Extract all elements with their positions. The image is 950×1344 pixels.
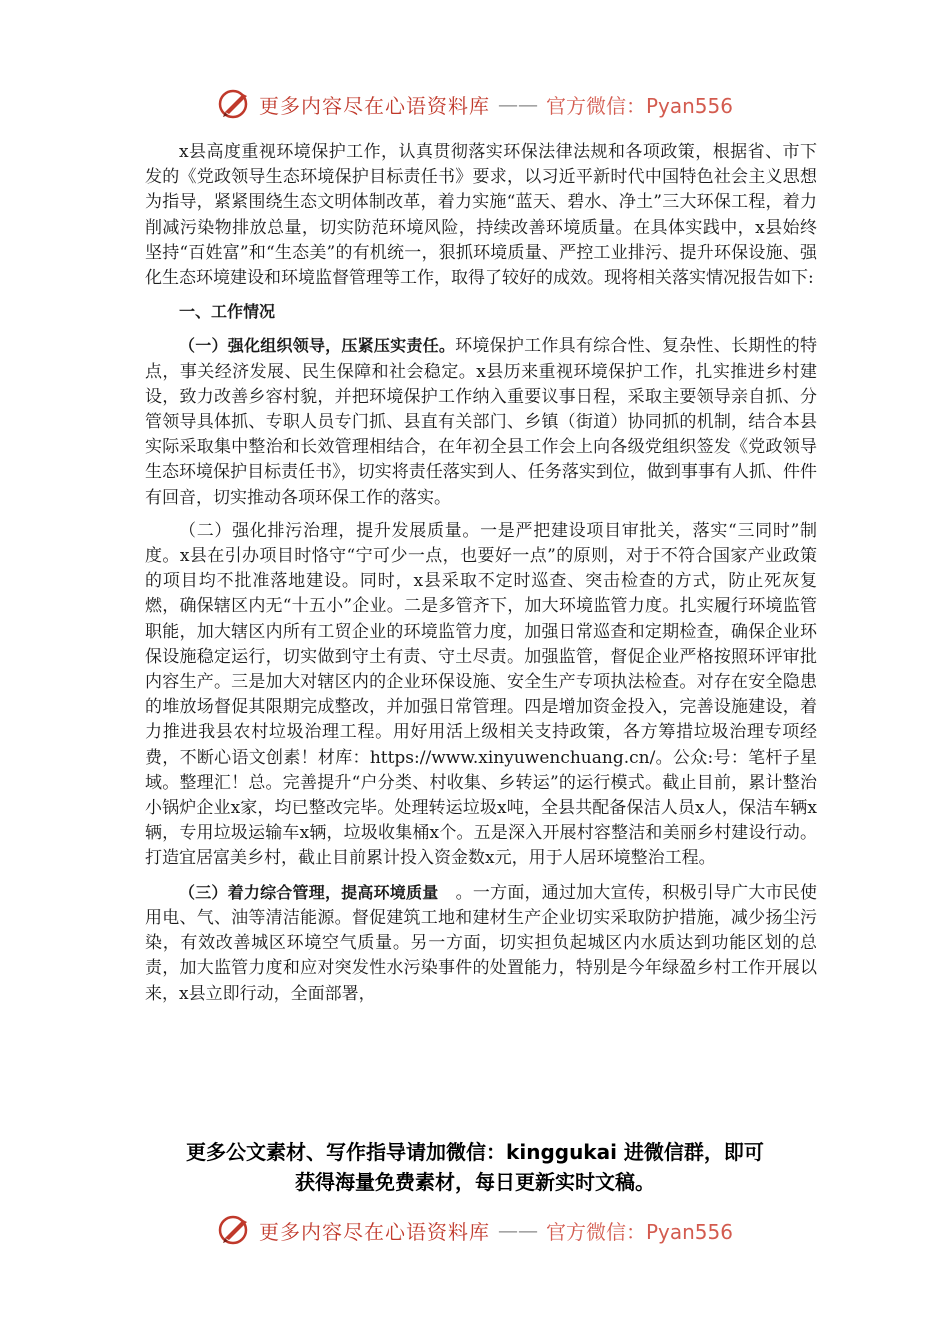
banner-separator: ——: [497, 92, 538, 116]
pen-logo-icon: [217, 1212, 253, 1248]
pen-logo-icon: [217, 86, 253, 122]
section-heading: [145, 299, 817, 325]
banner-site-text: 更多内容尽在心语资料库: [258, 1219, 490, 1244]
banner-site-text: 更多内容尽在心语资料库: [258, 93, 490, 118]
item1-paragraph: [145, 333, 817, 510]
banner-wechat-text: 官方微信：Pyan556: [545, 93, 733, 118]
section-heading-text: 一、工作情况: [179, 302, 276, 322]
item3-paragraph: [145, 880, 817, 1007]
item2-title: （二）强化排污治理，提升发展质量。: [179, 520, 481, 541]
promo-notice: [0, 1137, 950, 1197]
intro-paragraph: x县高度重视环境保护工作，认真贯彻落实环保法律法规和各项政策，根据省、市下发的《党政领导生态环境保护目标责任书》要求，以习近平新时代中国特色社会主义思想为指导，紧紧围绕生态文明体制改革，着力实施“蓝天、碧水、净土”三大环保工程，着力削减污染物排放总量，切实防范环境风险，持续改善环境质量。在具体实践中，x县始终坚持“百姓富”和“生态美”的有机统一，狠抓环境质量、严控工业排污、提升环保设施、强化生态环境建设和环境监督管理等工作，取得了较好的成效。现将相关落实情况报告如下:: [145, 142, 817, 289]
bottom-banner: [0, 1210, 950, 1250]
item3-body: 。一方面，通过加大宣传，积极引导广大市民使用电、气、油等清洁能源。督促建筑工地和建材生产企业切实采取防护措施，减少扬尘污染，有效改善城区环境空气质量。另一方面，切实担负起城区内水质达到功能区划的总责，加大监管力度和应对突发性水污染事件的处置能力，特别是今年绿盈乡村工作开展以来，x县立即行动，全面部署，: [145, 882, 817, 1004]
item3-title: （三）着力综合管理，提高环境质量: [179, 882, 439, 902]
item2-paragraph: [145, 519, 817, 872]
item2-body: 一是严把建设项目审批关，落实“三同时”制度。x县在引办项目时恪守“宁可少一点，也要好一点”的原则，对于不符合国家产业政策的项目均不批准落地建设。同时，x县采取不定时巡查、突击检查的方式，防止死灰复燃，确保辖区内无“十五小”企业。二是多管齐下，加大环境监管力度。扎实履行环境监管职能，加大辖区内所有工贸企业的环境监管力度，加强日常巡查和定期检查，确保企业环保设施稳定运行，切实做到守土有责、守土尽责。加强监管，督促企业严格按照环评审批内容生产。三是加大对辖区内的企业环保设施、安全生产专项执法检查。对存在安全隐患的堆放场督促其限期完成整改，并加强日常管理。四是增加资金投入，完善设施建设，着力推进我县农村垃圾治理工程。用好用活上级相关支持政策，各方筹措垃圾治理专项经费，不断心语文创素！材库：https://www.xinyuwenchuang.cn/。公众:号：笔杆子星域。整理汇！总。完善提升“户分类、村收集、乡转运”的运行模式。截止目前，累计整治小锅炉企业x家，均已整改完毕。处理转运垃圾x吨，全县共配备保洁人员x人，保洁车辆x辆，专用垃圾运输车x辆，垃圾收集桶x个。五是深入开展村容整洁和美丽乡村建设行动。打造宜居富美乡村，截止目前累计投入资金数x元，用于人居环境整治工程。: [145, 520, 817, 869]
banner-wechat-text: 官方微信：Pyan556: [545, 1219, 733, 1244]
top-banner: [0, 84, 950, 124]
promo-line-2: 获得海量免费素材，每日更新实时文稿。: [295, 1170, 655, 1194]
document-body: [145, 140, 817, 1007]
item1-title: （一）强化组织领导，压紧压实责任。: [179, 336, 456, 356]
banner-separator: ——: [497, 1218, 538, 1242]
promo-line-1: 更多公文素材、写作指导请加微信：kinggukai 进微信群，即可: [186, 1140, 764, 1164]
item1-body: 环境保护工作具有综合性、复杂性、长期性的特点，事关经济发展、民生保障和社会稳定。x县历来重视环境保护工作，扎实推进乡村建设，致力改善乡容村貌，并把环境保护工作纳入重要议事日程，采取主要领导亲自抓、分管领导具体抓、专职人员专门抓、县直有关部门、乡镇（街道）协同抓的机制，结合本县实际采取集中整治和长效管理相结合，在年初全县工作会上向各级党组织签发《党政领导生态环境保护目标责任书》，切实将责任落实到人、任务落实到位，做到事事有人抓、件件有回音，切实推动各项环保工作的落实。: [145, 336, 817, 508]
